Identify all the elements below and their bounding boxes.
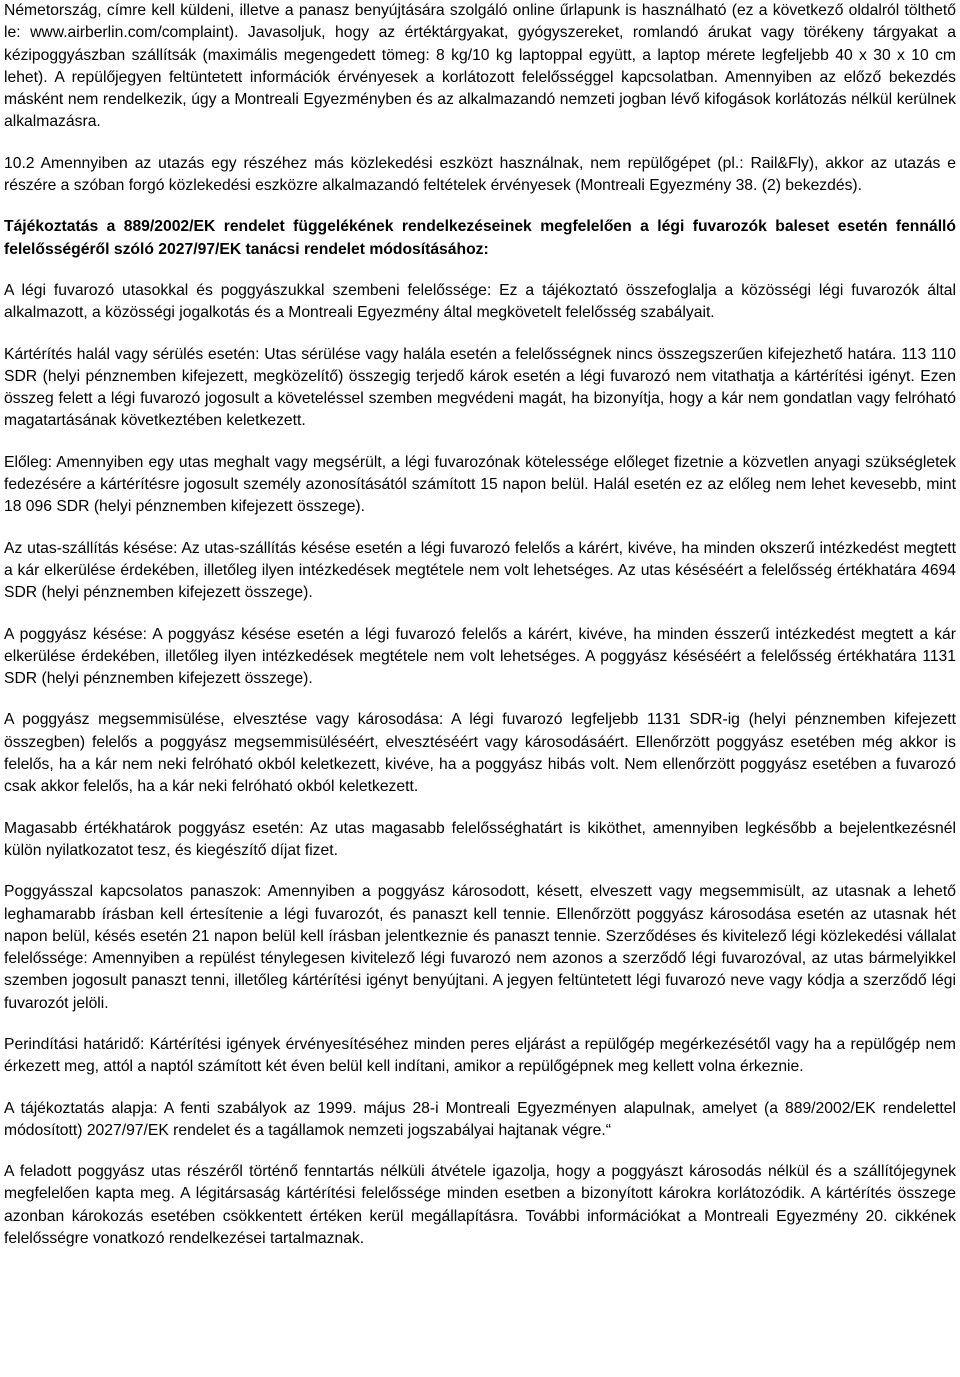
paragraph-death-injury-compensation: Kártérítés halál vagy sérülés esetén: Utas sérülése vagy halála esetén a felelősségnek nincs összegszerűen kifejezhető határa. 113 110 SDR (helyi pénznemben kifejezett, megközelítő) összegig terjedő károk esetén a légi fuvarozó nem vitathatja a kártérítési igényt. Ezen összeg felett a légi fuvarozó jogosult a követeléssel szemben megvédeni magát, ha bizonyítja, hogy a kár nem gondatlan vagy felróható magatartásának következtében keletkezett. — [4, 345, 956, 430]
paragraph-basis: A tájékoztatás alapja: A fenti szabályok az 1999. május 28-i Montreali Egyezményen alapulnak, amelyet (a 889/2002/EK rendelettel módosított) 2027/97/EK rendelet és a tagállamok nemzeti jogszabályai hajtanak végre.“ — [4, 1099, 956, 1139]
paragraph-10-2: 10.2 Amennyiben az utazás egy részéhez más közlekedési eszközt használnak, nem repülőgépet (pl.: Rail&Fly), akkor az utazás e részére a szóban forgó közlekedési eszközre alkalmazandó feltételek érvényesek (Montreali Egyezmény 38. (2) bekezdés). — [4, 154, 956, 195]
paragraph-carrier-liability: A légi fuvarozó utasokkal és poggyászukkal szembeni felelőssége: Ez a tájékoztató összefoglalja a közösségi légi fuvarozók által alkalmazott, a közösségi jogalkotás és a Montreali Egyezmény által megkövetelt felelősség szabályait. — [4, 281, 956, 322]
paragraph-passenger-delay: Az utas-szállítás késése: Az utas-szállítás késése esetén a légi fuvarozó felelős a kárért, kivéve, ha minden okszerű intézkedést megtett a kár elkerülése érdekében, illetőleg ilyen intézkedések megtétele nem volt lehetséges. Az utas késéséért a felelősség értékhatára 4694 SDR (helyi pénznemben kifejezett összege). — [4, 539, 956, 602]
section-heading: Tájékoztatás a 889/2002/EK rendelet függelékének rendelkezéseinek megfelelően a légi fuvarozók baleset esetén fennálló felelősségéről szóló 2027/97/EK tanácsi rendelet módosításához: — [4, 218, 956, 258]
paragraph-baggage-loss-damage: A poggyász megsemmisülése, elvesztése vagy károsodása: A légi fuvarozó legfeljebb 1131 SDR-ig (helyi pénznemben kifejezett összegben) felelős a poggyász megsemmisüléséért, elvesztéséért vagy károsodásáért. Ellenőrzött poggyász esetében még akkor is felelős, ha a kár nem neki felróható okból keletkezett, kivéve, ha a poggyász hibás volt. Nem ellenőrzött poggyász esetében a fuvarozó csak akkor felelős, ha a kár neki felróható okból keletkezett. — [4, 711, 956, 796]
paragraph-time-limit: Perindítási határidő: Kártérítési igények érvényesítéséhez minden peres eljárást a repülőgép megérkezésétől vagy ha a repülőgép nem érkezett meg, attól a naptól számított két éven belül kell indítani, amikor a repülőgépnek meg kellett volna érkeznie. — [4, 1035, 956, 1076]
paragraph-checked-baggage-acceptance: A feladott poggyász utas részéről történő fenntartás nélküli átvétele igazolja, hogy a poggyászt károsodás nélkül és a szállítójegynek megfelelően kapta meg. A légitársaság kártérítési felelőssége minden esetben a bizonyított károkra korlátozódik. A kártérítés összege azonban károkozás esetében csökkentett értéken kerül megállapításra. További információkat a Montreali Egyezmény 20. cikkének felelősségre vonatkozó rendelkezései tartalmaznak. — [4, 1163, 956, 1248]
paragraph-intro-continuation: Németország, címre kell küldeni, illetve a panasz benyújtására szolgáló online űrlapunk is használható (ez a következő oldalról tölthető le: www.airberlin.com/complaint). Javasoljuk, hogy az értéktárgyakat, gyógyszereket, romlandó árukat vagy törékeny tárgyakat a kézipoggyászban szállítsák (maximális megengedett tömeg: 8 kg/10 kg laptoppal együtt, a laptop mérete legfeljebb 40 x 30 x 10 cm lehet). A repülőjegyen feltüntetett információk érvényesek a korlátozott felelősséggel kapcsolatban. Amennyiben az előző bekezdés másként nem rendelkezik, úgy a Montreali Egyezményben és az alkalmazandó nemzeti jogban lévő kifogások korlátozás nélkül kerülnek alkalmazásra. — [4, 2, 956, 131]
paragraph-baggage-complaints: Poggyásszal kapcsolatos panaszok: Amennyiben a poggyász károsodott, késett, elveszett vagy megsemmisült, az utasnak a lehető leghamarabb írásban kell értesítenie a légi fuvarozót, és panaszt kell tennie. Ellenőrzött poggyász károsodása esetén az utasnak hét napon belül, késés esetén 21 napon belül kell írásban jelentkeznie és panaszt tennie. Szerződéses és kivitelező légi közlekedési vállalat felelőssége: Amennyiben a repülést ténylegesen kivitelező légi fuvarozó nem azonos a szerződő légi fuvarozóval, az utas bármelyikkel szemben jogosult panaszt tenni, illetőleg kártérítési igényt benyújtani. A jegyen feltüntetett légi fuvarozó neve vagy kódja a szerződő légi fuvarozót jelöli. — [4, 883, 956, 1012]
paragraph-higher-limits: Magasabb értékhatárok poggyász esetén: Az utas magasabb felelősséghatárt is kiköthet, amennyiben legkésőbb a bejelentkezésnél külön nyilatkozatot tesz, és kiegészítő díjat fizet. — [4, 819, 956, 859]
paragraph-advance-payment: Előleg: Amennyiben egy utas meghalt vagy megsérült, a légi fuvarozónak kötelessége előleget fizetnie a közvetlen anyagi szükségletek fedezésére a kártérítésre jogosult személy azonosításától számított 15 napon belül. Halál esetén ez az előleg nem lehet kevesebb, mint 18 096 SDR (helyi pénznemben kifejezett összege). — [4, 453, 956, 516]
paragraph-baggage-delay: A poggyász késése: A poggyász késése esetén a légi fuvarozó felelős a kárért, kivéve, ha minden ésszerű intézkedést megtett a kár elkerülése érdekében, illetőleg ilyen intézkedések megtétele nem volt lehetséges. A poggyász késéséért a felelősség értékhatára 1131 SDR (helyi pénznemben kifejezett összege). — [4, 625, 956, 688]
